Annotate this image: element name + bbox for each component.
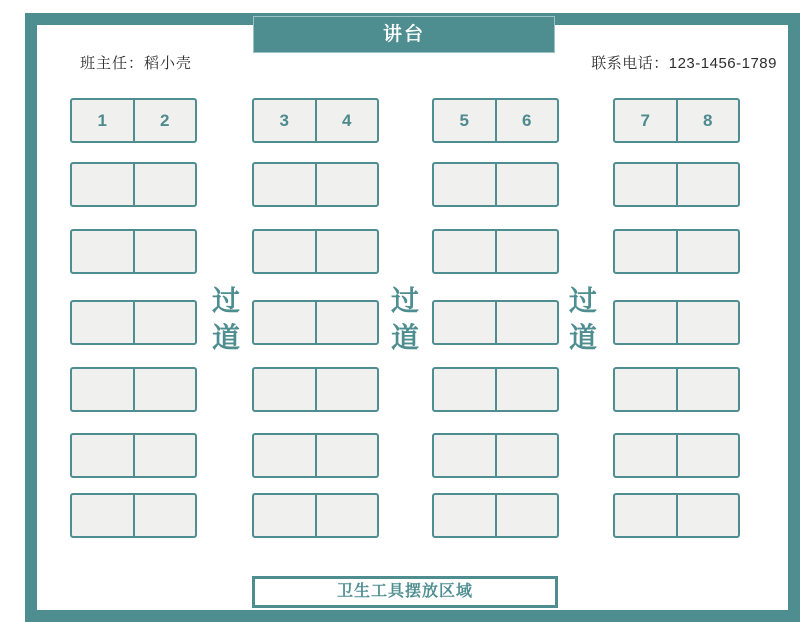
seat-empty xyxy=(315,495,378,536)
seat-empty xyxy=(315,231,378,272)
seat-empty xyxy=(434,495,495,536)
seat-empty xyxy=(72,302,133,343)
seat-empty xyxy=(676,302,739,343)
seat-empty xyxy=(315,302,378,343)
aisle-char: 道 xyxy=(211,322,240,353)
desk-pair xyxy=(432,493,559,538)
seat-empty xyxy=(676,495,739,536)
desk-pair xyxy=(70,162,197,207)
seat-column-3 xyxy=(432,98,559,539)
desk-pair xyxy=(252,162,379,207)
desk-pair xyxy=(70,493,197,538)
podium-banner xyxy=(253,16,555,53)
desk-pair xyxy=(432,433,559,478)
desk-pair xyxy=(252,98,379,143)
seat-4: 4 xyxy=(315,100,378,141)
seat-empty xyxy=(615,231,676,272)
seat-empty xyxy=(434,369,495,410)
seat-empty xyxy=(495,231,558,272)
seat-empty xyxy=(133,495,196,536)
desk-pair xyxy=(432,300,559,345)
aisle-char: 过 xyxy=(568,285,597,316)
desk-pair xyxy=(252,433,379,478)
seat-empty xyxy=(254,302,315,343)
desk-pair xyxy=(252,300,379,345)
seat-empty xyxy=(495,302,558,343)
seat-empty xyxy=(254,164,315,205)
desk-pair xyxy=(613,300,740,345)
desk-pair xyxy=(613,493,740,538)
seat-empty xyxy=(495,435,558,476)
seat-empty xyxy=(254,435,315,476)
seat-empty xyxy=(72,495,133,536)
aisle-label-2 xyxy=(387,282,423,356)
desk-pair xyxy=(432,229,559,274)
seat-empty xyxy=(72,164,133,205)
seat-empty xyxy=(72,231,133,272)
seat-2: 2 xyxy=(133,100,196,141)
seat-empty xyxy=(133,435,196,476)
supplies-area-banner xyxy=(252,576,558,608)
seat-empty xyxy=(434,435,495,476)
seat-empty xyxy=(133,302,196,343)
aisle-char: 道 xyxy=(568,322,597,353)
seat-empty xyxy=(254,231,315,272)
seat-empty xyxy=(315,164,378,205)
seat-empty xyxy=(72,369,133,410)
seat-empty xyxy=(676,435,739,476)
seat-empty xyxy=(434,231,495,272)
seat-empty xyxy=(615,302,676,343)
desk-pair xyxy=(252,229,379,274)
seat-column-4 xyxy=(613,98,740,539)
seat-empty xyxy=(133,164,196,205)
desk-pair xyxy=(252,493,379,538)
desk-pair xyxy=(70,433,197,478)
seat-empty xyxy=(495,164,558,205)
contact-phone: 联系电话：123-1456-1789 xyxy=(591,55,777,72)
seat-empty xyxy=(254,495,315,536)
desk-pair xyxy=(613,98,740,143)
desk-pair xyxy=(432,162,559,207)
seat-5: 5 xyxy=(459,110,469,130)
seat-empty xyxy=(615,495,676,536)
seat-empty xyxy=(495,495,558,536)
seat-empty xyxy=(615,369,676,410)
desk-pair xyxy=(613,162,740,207)
desk-pair xyxy=(70,300,197,345)
desk-pair xyxy=(613,229,740,274)
desk-pair xyxy=(432,98,559,143)
seat-empty xyxy=(254,369,315,410)
desk-pair xyxy=(613,433,740,478)
seat-column-2 xyxy=(252,98,379,539)
seat-8: 8 xyxy=(676,100,739,141)
seat-3: 3 xyxy=(279,110,289,130)
seat-empty xyxy=(676,164,739,205)
aisle-label-3 xyxy=(565,282,601,356)
desk-pair xyxy=(252,367,379,412)
seat-empty xyxy=(676,369,739,410)
podium-label: 讲台 xyxy=(382,24,425,45)
seat-7: 7 xyxy=(640,110,650,130)
seat-empty xyxy=(315,435,378,476)
seat-empty xyxy=(434,302,495,343)
seat-empty xyxy=(615,164,676,205)
desk-pair xyxy=(70,229,197,274)
seat-6: 6 xyxy=(495,100,558,141)
aisle-label-1 xyxy=(208,282,244,356)
desk-pair xyxy=(70,98,197,143)
seat-empty xyxy=(676,231,739,272)
desk-pair xyxy=(613,367,740,412)
supplies-area-label: 卫生工具摆放区域 xyxy=(336,583,473,600)
seat-empty xyxy=(72,435,133,476)
desk-pair xyxy=(432,367,559,412)
seat-empty xyxy=(434,164,495,205)
aisle-char: 道 xyxy=(390,322,419,353)
desk-pair xyxy=(70,367,197,412)
seat-empty xyxy=(133,231,196,272)
seat-empty xyxy=(315,369,378,410)
seat-1: 1 xyxy=(97,110,107,130)
teacher-name: 班主任：稻小壳 xyxy=(80,55,193,72)
seat-empty xyxy=(615,435,676,476)
aisle-char: 过 xyxy=(390,285,419,316)
seat-empty xyxy=(495,369,558,410)
seat-empty xyxy=(133,369,196,410)
aisle-char: 过 xyxy=(211,285,240,316)
seat-column-1 xyxy=(70,98,197,539)
